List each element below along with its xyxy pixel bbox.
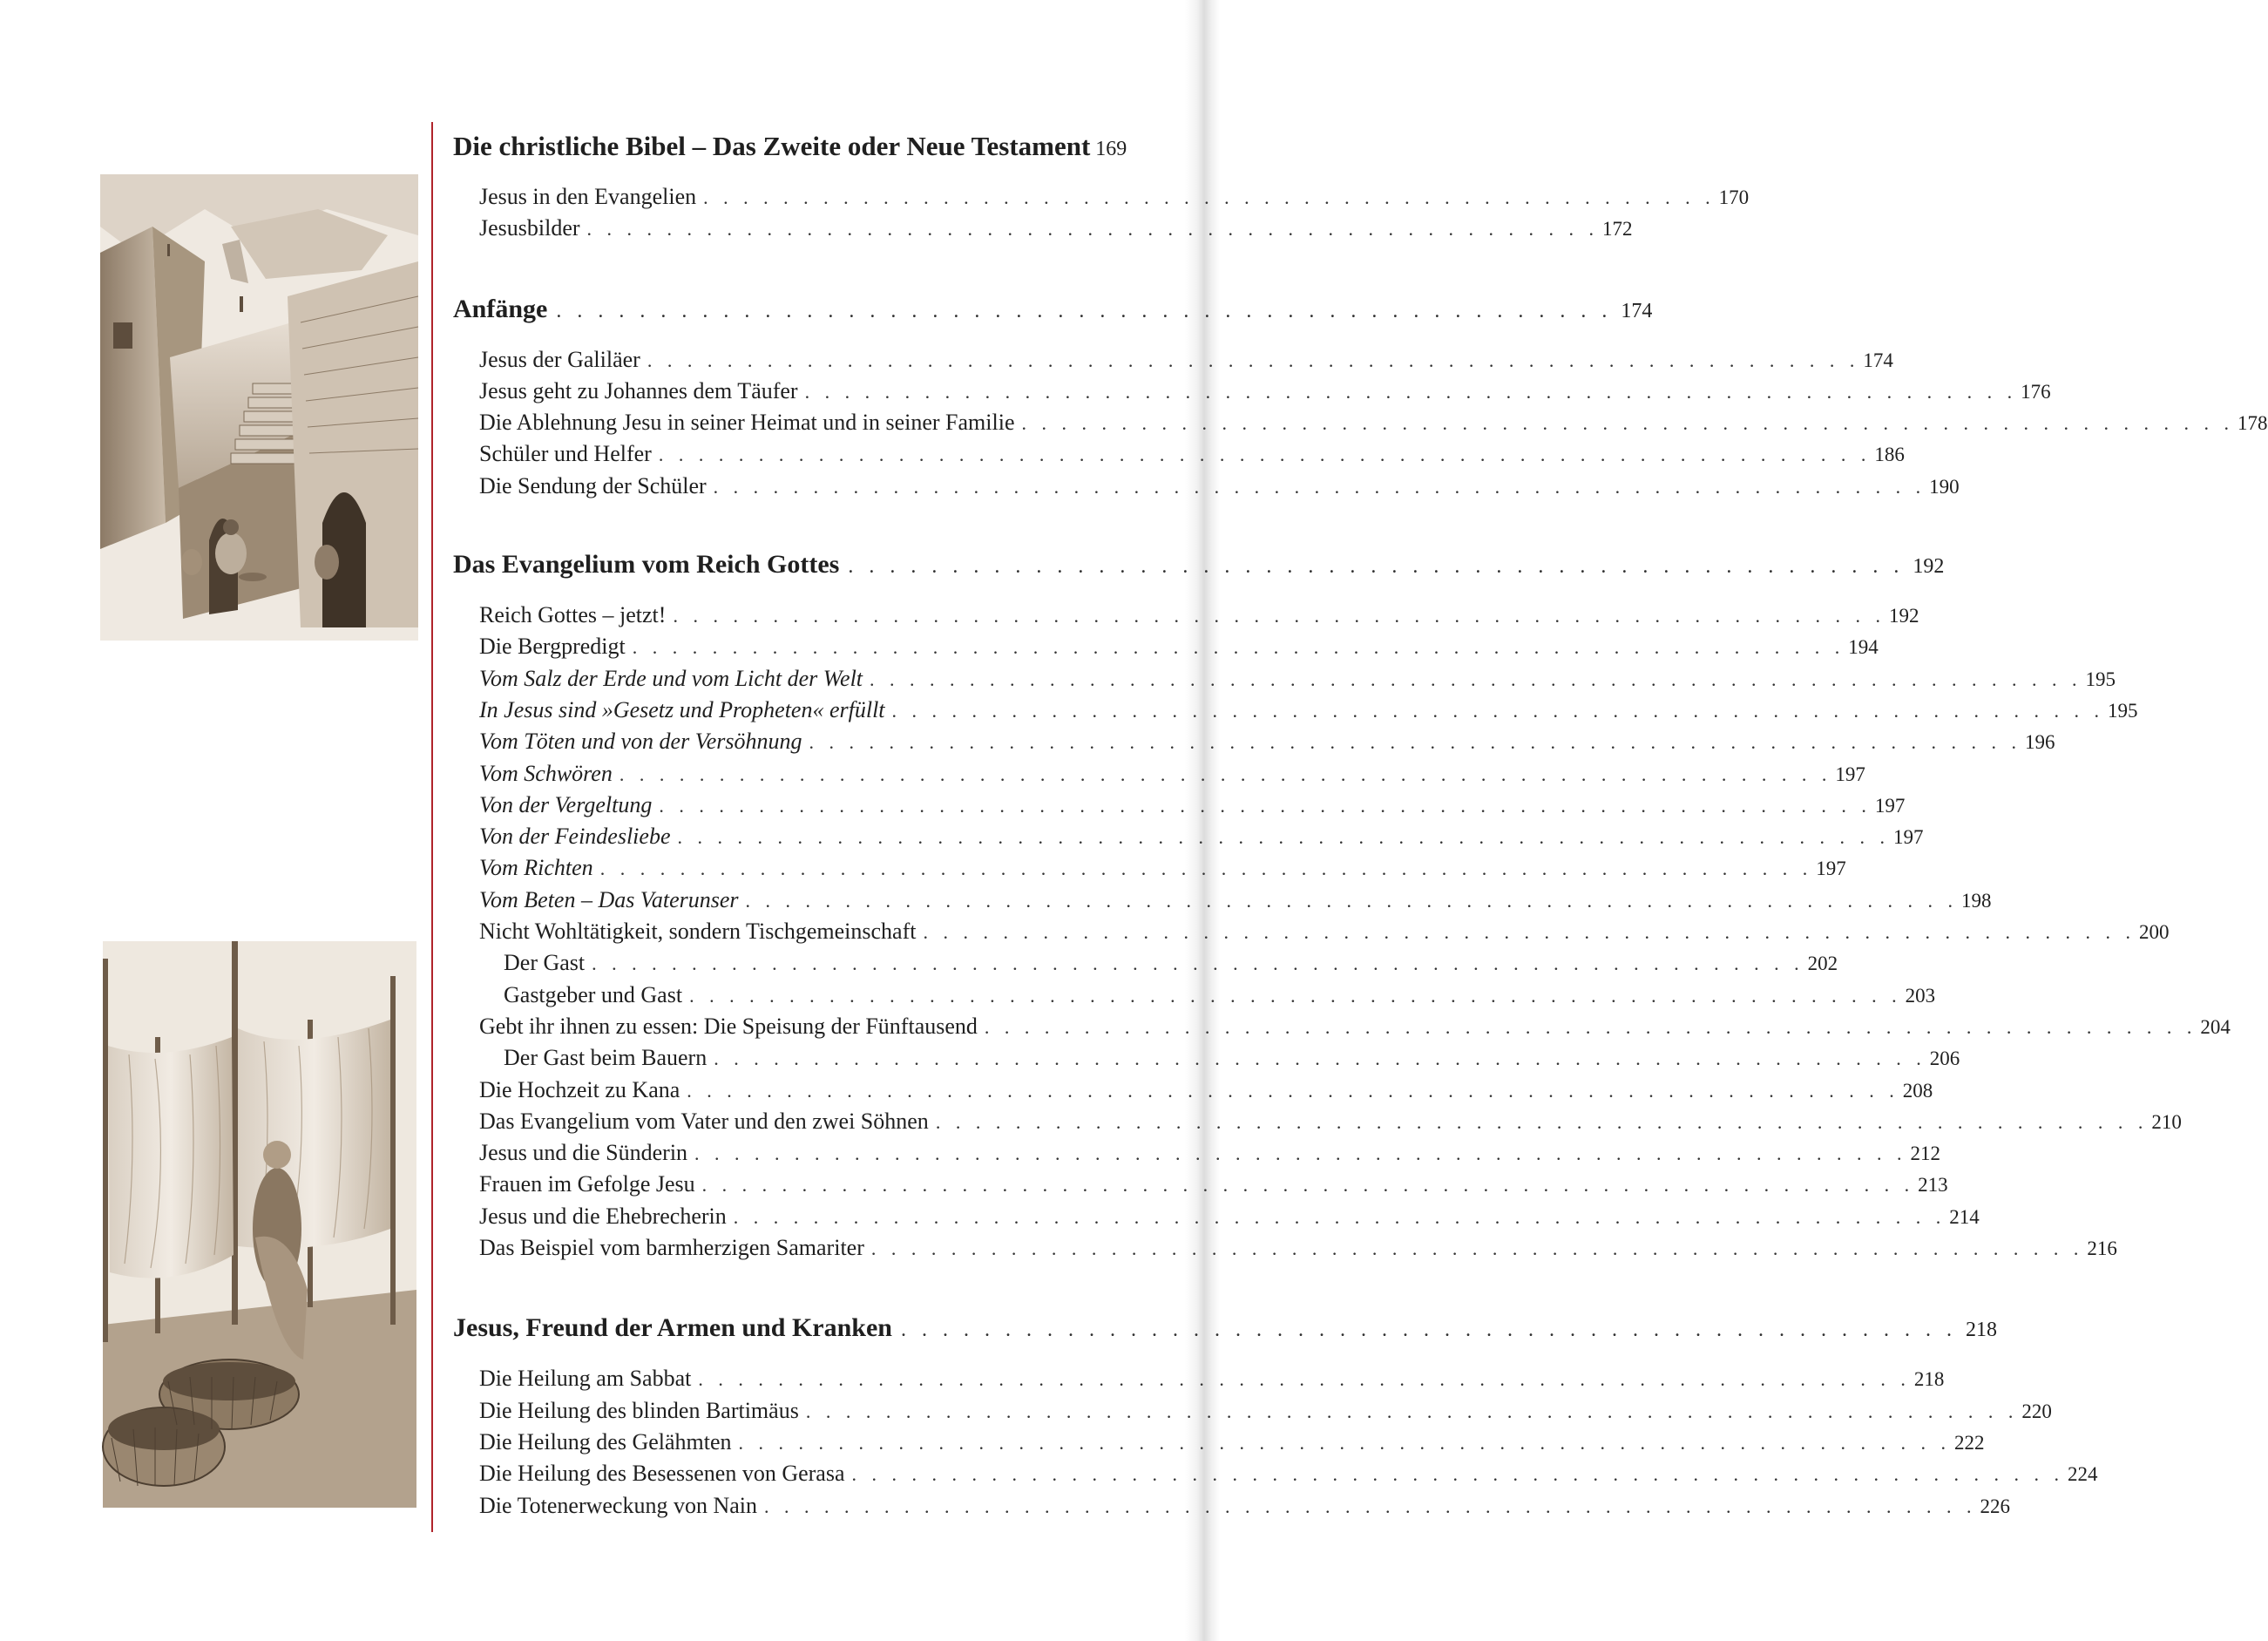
toc-entry-label: Gebt ihr ihnen zu essen: Die Speisung der Fünftausend bbox=[479, 1013, 978, 1039]
dot-leader: . . . . . . . . . . . . . . . . . . . . . . . . . . . . . . . . . . . . . . . . . . . . . . . . . . . . . . . . . . . . . bbox=[647, 349, 1860, 371]
section-title bbox=[453, 1312, 1997, 1344]
section-title bbox=[453, 294, 1653, 325]
dot-leader: . . . . . . . . . . . . . . . . . . . . . . . . . . . . . . . . . . . . . . . . . . . . . . . . . . . . . . . . . . . . . bbox=[738, 1431, 1952, 1454]
toc-entry-label: Der Gast beim Bauern bbox=[504, 1045, 707, 1071]
toc-entry bbox=[453, 471, 1960, 502]
dot-leader: . . . . . . . . . . . . . . . . . . . . . . . . . . . . . . . . . . . . . . . . . . . . . . . . . . . . . . . . . . . . . bbox=[804, 380, 2018, 403]
toc-entry-page: 195 bbox=[2108, 699, 2138, 722]
toc-entry-label: Das Beispiel vom barmherzigen Samariter bbox=[479, 1235, 864, 1261]
dot-leader: . . . . . . . . . . . . . . . . . . . . . . . . . . . . . . . . . . . . . . . . . . . . . . . . . . . . . . . . . . . . . bbox=[935, 1110, 2149, 1133]
dot-leader: . . . . . . . . . . . . . . . . . . . . . . . . . . . . . . . . . . . . . . . . . . . . . . . . . . . . . . . . . . . . . bbox=[891, 699, 2105, 722]
dot-leader: . . . . . . . . . . . . . . . . . . . . . . . . . . . . . . . . . . . . . . . . . . . . . . . . . . . . . . . . . . . . . bbox=[764, 1495, 1977, 1517]
dot-leader: . . . . . . . . . . . . . . . . . . . . . . . . . . . . . . . . . . . . . . . . . . . . . . . . . . . . . . . . . . . . . bbox=[713, 475, 1926, 498]
toc-entry bbox=[453, 695, 2138, 726]
part-title bbox=[453, 131, 1133, 162]
dot-leader: . . . . . . . . . . . . . . . . . . . . . . . . . . . . . . . . . . . . . . . . . . . . . . . . . . . . . . . . . . . . . bbox=[733, 1205, 1946, 1228]
toc-entry-page: 216 bbox=[2087, 1238, 2117, 1260]
dot-leader: . . . . . . . . . . . . . . . . . . . . . . . . . . . . . . . . . . . . . . . . . . . . . . . . . . . . . . . . . . . . . bbox=[619, 763, 1832, 785]
section-page: 192 bbox=[1913, 555, 1945, 579]
toc-entry-page: 202 bbox=[1807, 953, 1838, 975]
dot-leader: . . . . . . . . . . . . . . . . . . . . . . . . . . . . . . . . . . . . . . . . . . . . . . . . . . . . . . . . . . . . . bbox=[984, 1015, 2197, 1038]
toc-part bbox=[453, 131, 1750, 245]
toc-entry-label: Vom Schwören bbox=[479, 760, 613, 786]
toc-entry-label: Die Heilung des blinden Bartimäus bbox=[479, 1397, 799, 1423]
section-page: 174 bbox=[1621, 299, 1653, 322]
toc-entry-page: 195 bbox=[2085, 668, 2116, 690]
dot-leader: . . . . . . . . . . . . . . . . . . . . . . . . . . . . . . . . . . . . . . . . . . . . . . . . . . . . . . . . . . . . . bbox=[714, 1048, 1926, 1070]
toc-section bbox=[453, 549, 2231, 1264]
toc-entry-page: 218 bbox=[1913, 1368, 1945, 1391]
toc-entry-page: 222 bbox=[1954, 1431, 1985, 1454]
toc-entry-page: 192 bbox=[1888, 605, 1919, 627]
part-title-text: Die christliche Bibel – Das Zweite oder Neue Testament bbox=[453, 131, 1091, 161]
toc-entry-page: 197 bbox=[1874, 794, 1906, 817]
toc-entry-label: Jesus der Galiläer bbox=[479, 346, 640, 372]
toc-entry bbox=[453, 663, 2116, 695]
toc-entry bbox=[453, 1458, 2098, 1489]
toc-entry bbox=[453, 376, 2051, 407]
dot-leader: . . . . . . . . . . . . . . . . . . . . . . . . . . . . . . . . . . . . . . . . . . . . . . . . . . . . . . . . . . . . . bbox=[673, 605, 1885, 627]
toc-entry-label: Jesus und die Ehebrecherin bbox=[479, 1203, 727, 1229]
toc-entry-label: In Jesus sind »Gesetz und Propheten« erfüllt bbox=[479, 696, 885, 722]
toc-entry bbox=[453, 1232, 2117, 1264]
toc-entry bbox=[453, 344, 1893, 376]
dot-leader: . . . . . . . . . . . . . . . . . . . . . . . . . . . . . . . . . . . . . . . . . . . . . . . . . . . . . . . . . . . . . bbox=[592, 953, 1804, 975]
toc-entry-label: Die Bergpredigt bbox=[479, 634, 626, 660]
toc-entry bbox=[453, 438, 1905, 470]
dot-leader: . . . . . . . . . . . . . . . . . . . . . . . . . . . . . . . . . . . . . . . . . . . . . . . . . . . . . . . . . . . . . bbox=[694, 1143, 1907, 1165]
toc-section bbox=[453, 1312, 2098, 1521]
toc-entry-label: Die Heilung des Besessenen von Gerasa bbox=[479, 1461, 845, 1487]
toc-entry bbox=[453, 758, 1865, 790]
toc-entry-label: Nicht Wohltätigkeit, sondern Tischgemeinschaft bbox=[479, 919, 917, 945]
toc-entry bbox=[453, 631, 1879, 662]
toc-entry-page: 194 bbox=[1848, 636, 1879, 659]
toc-entry-page: 208 bbox=[1902, 1079, 1933, 1102]
section-title bbox=[453, 549, 1945, 580]
toc-entry-page: 210 bbox=[2151, 1110, 2182, 1133]
dot-leader: . . . . . . . . . . . . . . . . . . . . . . . . . . . . . . . . . . . . . . . . . . . . . . . . . . . . . . . . . . . . . bbox=[870, 1238, 2084, 1260]
toc-entry bbox=[453, 1042, 1960, 1074]
toc-entry-label: Vom Beten – Das Vaterunser bbox=[479, 886, 739, 912]
dot-leader: . . . . . . . . . . . . . . . . . . . . . . . . . . . . . . . . . . . . . . . . . . . . . . . . . . . bbox=[586, 218, 1600, 241]
toc-entry bbox=[453, 852, 1846, 884]
toc-entry-page: 214 bbox=[1949, 1205, 1980, 1228]
toc-entry bbox=[453, 1363, 1945, 1394]
section-title-text: Jesus, Freund der Armen und Kranken bbox=[453, 1313, 892, 1343]
toc-entry-label: Jesus und die Sünderin bbox=[479, 1140, 688, 1166]
toc-entry bbox=[453, 1075, 1933, 1106]
toc-entry bbox=[453, 821, 1924, 852]
toc-entry bbox=[453, 1427, 1985, 1458]
toc-entry-page: 196 bbox=[2024, 731, 2055, 754]
toc-entry-label: Der Gast bbox=[504, 950, 586, 976]
toc-entry-label: Jesus geht zu Johannes dem Täufer bbox=[479, 377, 798, 403]
toc-entry-page: 203 bbox=[1905, 984, 1936, 1007]
toc-entry-page: 186 bbox=[1874, 444, 1905, 466]
toc-entry-page: 197 bbox=[1816, 858, 1846, 880]
toc-entry-page: 200 bbox=[2138, 921, 2170, 944]
dot-leader: . . . . . . . . . . . . . . . . . . . . . . . . . . . . . . . . . . . . . . . . . . . . . . . . . . . bbox=[556, 299, 1613, 322]
toc-entry-label: Das Evangelium vom Vater und den zwei Söhnen bbox=[479, 1108, 929, 1134]
dot-leader: . . . . . . . . . . . . . . . . . . . . . . . . . . . . . . . . . . . . . . . . . . . . . . . . . . . . . . . . . . . . . bbox=[701, 1174, 1915, 1197]
toc-entry-page: 226 bbox=[1980, 1495, 2010, 1517]
toc-entry-label: Frauen im Gefolge Jesu bbox=[479, 1171, 695, 1197]
dot-leader: . . . . . . . . . . . . . . . . . . . . . . . . . . . . . . . . . . . . . . . . . . . . . . . . . . . . . . . . . . . . . bbox=[1021, 412, 2234, 435]
toc-entry-page: 172 bbox=[1602, 218, 1633, 241]
section-page: 218 bbox=[1965, 1319, 1997, 1342]
part-entries bbox=[453, 181, 1750, 245]
toc-entry bbox=[453, 1395, 2052, 1427]
toc-entry-label: Vom Salz der Erde und vom Licht der Welt bbox=[479, 665, 863, 691]
toc-entry-label: Von der Feindesliebe bbox=[479, 824, 671, 850]
toc-entry-label: Reich Gottes – jetzt! bbox=[479, 602, 667, 628]
dot-leader: . . . . . . . . . . . . . . . . . . . . . . . . . . . . . . . . . . . . . . . . . . . . . . . . . . . bbox=[703, 186, 1716, 208]
dot-leader: . . . . . . . . . . . . . . . . . . . . . . . . . . . . . . . . . . . . . . . . . . . . . . . . . . . . . . . . . . . . . bbox=[809, 731, 2021, 754]
section-title-text: Das Evangelium vom Reich Gottes bbox=[453, 550, 840, 580]
toc-entry bbox=[453, 600, 1919, 631]
dot-leader: . . . . . . . . . . . . . . . . . . . . . . . . . . . . . . . . . . . . . . . . . . . . . . . . . . . . . . . . . . . . . bbox=[870, 668, 2082, 690]
toc-entry bbox=[453, 1169, 1948, 1200]
toc-section bbox=[453, 294, 2268, 502]
dot-leader: . . . . . . . . . . . . . . . . . . . . . . . . . . . . . . . . . . . . . . . . . . . . . . . . . . . . . . . . . . . . . bbox=[851, 1463, 2064, 1486]
toc-entry bbox=[453, 790, 1906, 821]
toc-entry-label: Gastgeber und Gast bbox=[504, 981, 683, 1007]
toc-entry-label: Von der Vergeltung bbox=[479, 791, 653, 817]
toc-entry-label: Vom Töten und von der Versöhnung bbox=[479, 729, 802, 755]
dot-leader: . . . . . . . . . . . . . . . . . . . . . . . . . . . . . . . . . . . . . . . . . . . . . . . . . . . . . . . . . . . . . bbox=[632, 636, 1845, 659]
toc-entry bbox=[453, 947, 1838, 979]
toc-entry bbox=[453, 885, 1992, 916]
toc-entry-page: 197 bbox=[1835, 763, 1865, 785]
toc-entry-page: 204 bbox=[2200, 1015, 2231, 1038]
toc-entry-label: Die Hochzeit zu Kana bbox=[479, 1076, 680, 1102]
toc-entry-page: 198 bbox=[1961, 889, 1992, 912]
toc-entry-page: 170 bbox=[1718, 186, 1750, 208]
accent-rule bbox=[431, 122, 433, 1532]
dot-leader: . . . . . . . . . . . . . . . . . . . . . . . . . . . . . . . . . . . . . . . . . . . . . . . . . . . . . . . . . . . . . bbox=[658, 444, 1872, 466]
toc-entry-page: 174 bbox=[1863, 349, 1893, 371]
part-page: 169 bbox=[1095, 138, 1127, 160]
toc-entry-page: 224 bbox=[2068, 1463, 2098, 1486]
section-entries bbox=[453, 1363, 2098, 1521]
toc-entry-page: 190 bbox=[1929, 475, 1960, 498]
toc-entry bbox=[453, 181, 1750, 213]
toc-entry-page: 206 bbox=[1929, 1048, 1960, 1070]
dot-leader: . . . . . . . . . . . . . . . . . . . . . . . . . . . . . . . . . . . . . . . . . . . . . . . . . . . . . . . . . . . . . bbox=[687, 1079, 1899, 1102]
toc-entry bbox=[453, 1490, 2010, 1522]
dot-leader: . . . . . . . . . . . . . . . . . . . . . . . . . . . . . . . . . . . . . . . . . . . . . . . . . . . bbox=[848, 555, 1905, 579]
section-title-text: Anfänge bbox=[453, 294, 548, 323]
toc-entry-label: Die Ablehnung Jesu in seiner Heimat und in seiner Familie bbox=[479, 410, 1015, 436]
toc-entry-page: 197 bbox=[1893, 826, 1924, 849]
dot-leader: . . . . . . . . . . . . . . . . . . . . . . . . . . . . . . . . . . . . . . . . . . . . . . . . . . . . . . . . . . . . . bbox=[599, 858, 1813, 880]
toc-entry-label: Vom Richten bbox=[479, 855, 593, 881]
toc-entry-page: 213 bbox=[1918, 1174, 1948, 1197]
toc-entry-page: 220 bbox=[2021, 1400, 2052, 1422]
toc-entry-label: Die Sendung der Schüler bbox=[479, 472, 707, 498]
toc-entry bbox=[453, 407, 2268, 438]
toc-entry bbox=[453, 1201, 1980, 1232]
dot-leader: . . . . . . . . . . . . . . . . . . . . . . . . . . . . . . . . . . . . . . . . . . . . . . . . . . . . . . . . . . . . . bbox=[677, 826, 1890, 849]
toc-entry-label: Jesus in den Evangelien bbox=[479, 184, 697, 209]
hanging-cloths-and-baskets-illustration bbox=[103, 941, 416, 1508]
toc-entry bbox=[453, 980, 1936, 1011]
table-of-contents bbox=[453, 131, 2268, 1522]
toc-entry bbox=[453, 1106, 2182, 1137]
toc-entry-page: 176 bbox=[2021, 380, 2051, 403]
dot-leader: . . . . . . . . . . . . . . . . . . . . . . . . . . . . . . . . . . . . . . . . . . . . . . . . . . . . . . . . . . . . . bbox=[923, 921, 2136, 944]
toc-entry bbox=[453, 726, 2055, 757]
dot-leader: . . . . . . . . . . . . . . . . . . . . . . . . . . . . . . . . . . . . . . . . . . . . . . . . . . . . . . . . . . . . . bbox=[745, 889, 1959, 912]
section-entries bbox=[453, 600, 2231, 1264]
toc-entry bbox=[453, 1011, 2231, 1042]
toc-entry-label: Die Heilung des Gelähmten bbox=[479, 1428, 732, 1455]
dot-leader: . . . . . . . . . . . . . . . . . . . . . . . . . . . . . . . . . . . . . . . . . . . . . . . . . . . bbox=[900, 1319, 1957, 1342]
toc-entry-label: Die Totenerweckung von Nain bbox=[479, 1492, 757, 1518]
toc-entry bbox=[453, 213, 1633, 244]
village-street-illustration bbox=[100, 174, 418, 641]
toc-entry-label: Die Heilung am Sabbat bbox=[479, 1366, 692, 1392]
dot-leader: . . . . . . . . . . . . . . . . . . . . . . . . . . . . . . . . . . . . . . . . . . . . . . . . . . . . . . . . . . . . . bbox=[805, 1400, 2019, 1422]
dot-leader: . . . . . . . . . . . . . . . . . . . . . . . . . . . . . . . . . . . . . . . . . . . . . . . . . . . . . . . . . . . . . bbox=[698, 1368, 1911, 1391]
toc-entry-label: Schüler und Helfer bbox=[479, 441, 652, 467]
toc-entry-label: Jesusbilder bbox=[479, 215, 580, 241]
toc-entry bbox=[453, 1137, 1941, 1169]
dot-leader: . . . . . . . . . . . . . . . . . . . . . . . . . . . . . . . . . . . . . . . . . . . . . . . . . . . . . . . . . . . . . bbox=[689, 984, 1902, 1007]
toc-entry-page: 212 bbox=[1910, 1143, 1941, 1165]
section-entries bbox=[453, 344, 2268, 502]
toc-entry bbox=[453, 916, 2170, 947]
toc-entry-page: 178 bbox=[2238, 412, 2268, 435]
dot-leader: . . . . . . . . . . . . . . . . . . . . . . . . . . . . . . . . . . . . . . . . . . . . . . . . . . . . . . . . . . . . . bbox=[659, 794, 1872, 817]
